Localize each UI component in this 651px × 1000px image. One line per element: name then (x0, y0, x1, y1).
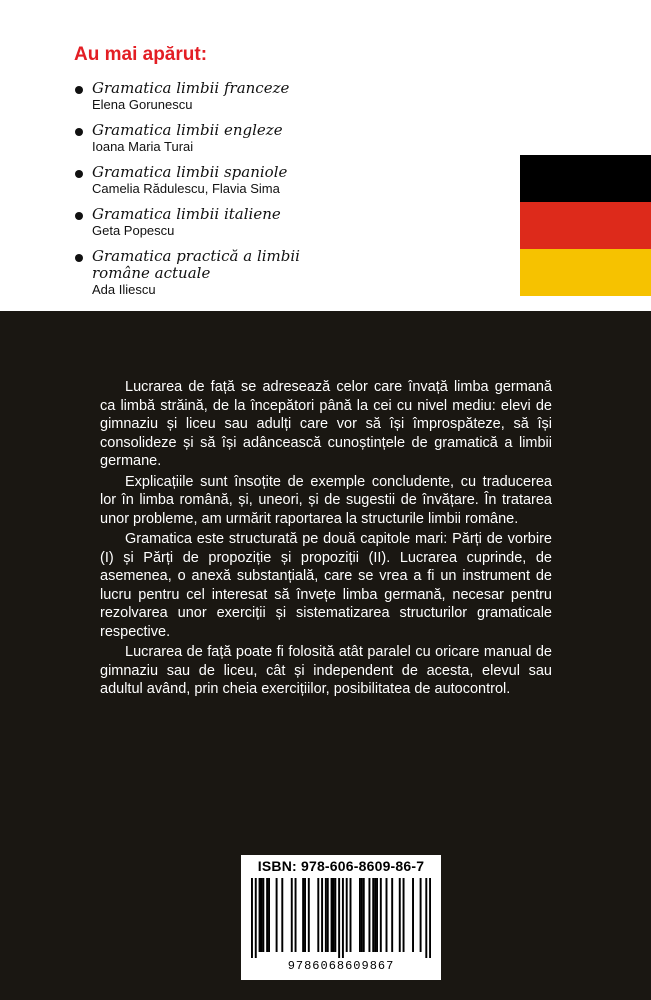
barcode-bar (420, 878, 422, 952)
bullet-icon (75, 86, 83, 94)
barcode-digits: 9786068609867 (287, 959, 395, 973)
barcode-bar (260, 878, 262, 952)
barcode-bar (429, 878, 431, 958)
flag-stripe-black (520, 155, 651, 202)
bullet-icon (75, 212, 83, 220)
barcode-bar (350, 878, 352, 952)
barcode-bar (346, 878, 348, 952)
book-author: Ioana Maria Turai (92, 139, 194, 154)
barcode-bar (255, 878, 257, 958)
description-paragraph: Gramatica este structurată pe două capitole mari: Părți de vorbire (I) și Părți de propoziție și propoziții (II). Lucrarea cuprinde, de asemenea, o anexă substanțială, care se vrea a fi un instrument de lucru pentru cel interesat să învețe limba germană, necesar pentru rezolvarea unor exerciții și sistematizarea structurilor gramaticale respective. (100, 531, 552, 640)
bullet-icon (75, 170, 83, 178)
barcode-bar (327, 878, 329, 952)
barcode-bar (368, 878, 370, 952)
barcode-bar (317, 878, 319, 952)
flag-stripe-red (520, 202, 651, 249)
barcode-bar (325, 878, 327, 952)
barcode-bar (403, 878, 405, 952)
barcode-bar (251, 878, 253, 958)
barcode-bar (268, 878, 270, 952)
barcode-bar (291, 878, 293, 952)
barcode-bar (376, 878, 378, 952)
list-item (72, 80, 372, 113)
book-author: Elena Gorunescu (92, 97, 193, 112)
barcode-bar (308, 878, 310, 952)
barcode-bar (380, 878, 382, 952)
flag-stripe-gold (520, 249, 651, 296)
barcode-box (241, 855, 441, 980)
barcode-bars (251, 878, 431, 958)
description-paragraph: Lucrarea de față poate fi folosită atât paralel cu oricare manual de gimnaziu sau de liceu, cât și independent de acesta, elevul sau adultul având, prin cheia exercițiilor, posibilitatea de autocontrol. (100, 644, 552, 697)
barcode-bar (391, 878, 393, 952)
barcode-bar (295, 878, 297, 952)
barcode-bar (262, 878, 264, 952)
barcode-bar (386, 878, 388, 952)
barcode-bar (399, 878, 401, 952)
book-title: Gramatica limbii spaniole (92, 163, 288, 181)
german-flag (520, 155, 651, 296)
other-titles-heading: Au mai apărut: (74, 44, 208, 65)
book-author: Geta Popescu (92, 223, 175, 238)
list-item (72, 206, 372, 239)
barcode-bar (359, 878, 361, 952)
barcode-bar (425, 878, 427, 958)
book-title: Gramatica limbii italiene (92, 205, 281, 223)
barcode-bar (361, 878, 363, 952)
barcode-bar (259, 878, 261, 952)
barcode-bar (266, 878, 268, 952)
barcode-bar (374, 878, 376, 952)
top-white-panel (0, 0, 651, 311)
description-paragraph: Explicațiile sunt însoțite de exemple concludente, cu traducerea lor în limba română, și, uneori, și de sugestii de învățare. În tratarea unor probleme, am urmărit raportarea la structurile limbii române. (100, 473, 552, 527)
barcode-bar (334, 878, 336, 952)
bullet-icon (75, 254, 83, 262)
bullet-icon (75, 128, 83, 136)
book-title: Gramatica practică a limbii române actuale (92, 247, 300, 282)
book-author: Camelia Rădulescu, Flavia Sima (92, 181, 280, 196)
barcode-bar (302, 878, 304, 952)
list-item (72, 122, 372, 155)
barcode-bar (363, 878, 365, 952)
barcode-bar (281, 878, 283, 952)
list-item (72, 164, 372, 197)
barcode-bar (372, 878, 374, 952)
barcode-bar (276, 878, 278, 952)
barcode-bar (338, 878, 340, 958)
other-titles-list (72, 80, 372, 307)
book-title: Gramatica limbii franceze (92, 79, 290, 97)
barcode-bar (342, 878, 344, 958)
barcode-bar (331, 878, 333, 952)
isbn-label: ISBN: 978-606-8609-86-7 (257, 858, 425, 874)
barcode-bar (332, 878, 334, 952)
list-item (72, 248, 372, 298)
description-text (100, 378, 552, 701)
barcode-bar (304, 878, 306, 952)
barcode-bar (321, 878, 323, 952)
barcode-bar (412, 878, 414, 952)
book-author: Ada Iliescu (92, 282, 156, 297)
description-paragraph: Lucrarea de față se adresează celor care învață limba germană ca limbă străină, de la începători până la cei cu nivel mediu: elevi de gimnaziu și liceu sau adulți care vor să își împrospăteze, să își consolideze și să își adâncească cunoștințele de gramatică a limbii germane. (100, 379, 552, 469)
book-title: Gramatica limbii engleze (92, 121, 283, 139)
